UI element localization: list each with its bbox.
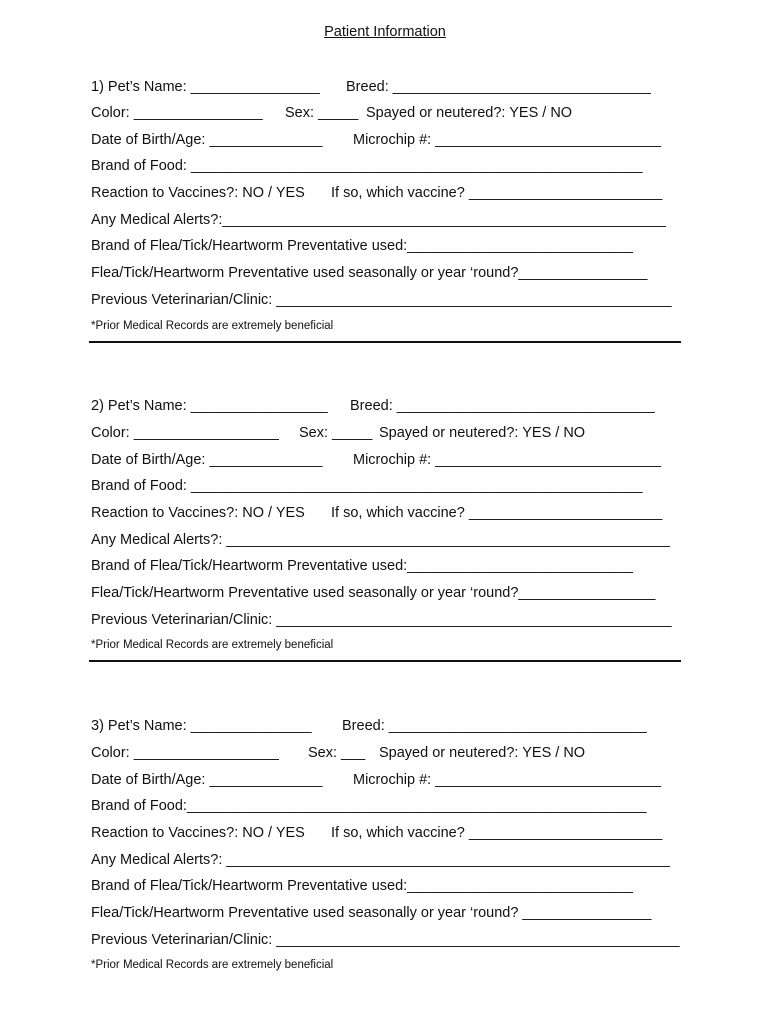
sex-field[interactable]: Sex: _____: [299, 425, 373, 441]
pet-name-field[interactable]: 3) Pet’s Name: _______________: [91, 718, 312, 734]
medical-alerts-field[interactable]: Any Medical Alerts?:_______________________________________________________: [91, 212, 666, 228]
prev-vet-field[interactable]: Previous Veterinarian/Clinic: _________________________________________________: [91, 292, 672, 308]
microchip-field[interactable]: Microchip #: ____________________________: [353, 132, 661, 148]
color-field[interactable]: Color: __________________: [91, 425, 279, 441]
sex-field[interactable]: Sex: ___: [308, 745, 366, 761]
breed-field[interactable]: Breed: ________________________________: [342, 718, 647, 734]
flea-season-field[interactable]: Flea/Tick/Heartworm Preventative used seasonally or year ‘round?_________________: [91, 585, 656, 601]
color-field[interactable]: Color: ________________: [91, 105, 263, 121]
flea-brand-field[interactable]: Brand of Flea/Tick/Heartworm Preventative used:____________________________: [91, 558, 633, 574]
spayed-field[interactable]: Spayed or neutered?: YES / NO: [379, 745, 586, 761]
pet-name-field[interactable]: 2) Pet’s Name: _________________: [91, 398, 328, 414]
flea-brand-field[interactable]: Brand of Flea/Tick/Heartworm Preventative used:____________________________: [91, 238, 633, 254]
which-vaccine-field[interactable]: If so, which vaccine? ________________________: [331, 505, 663, 521]
breed-field[interactable]: Breed: ________________________________: [350, 398, 655, 414]
dob-field[interactable]: Date of Birth/Age: ______________: [91, 132, 323, 148]
sex-field[interactable]: Sex: _____: [285, 105, 359, 121]
color-field[interactable]: Color: __________________: [91, 745, 279, 761]
records-note: *Prior Medical Records are extremely beneficial: [91, 959, 334, 971]
medical-alerts-field[interactable]: Any Medical Alerts?: _______________________________________________________: [91, 532, 670, 548]
food-field[interactable]: Brand of Food:_________________________________________________________: [91, 798, 647, 814]
records-note: *Prior Medical Records are extremely beneficial: [91, 320, 334, 332]
microchip-field[interactable]: Microchip #: ____________________________: [353, 772, 661, 788]
flea-brand-field[interactable]: Brand of Flea/Tick/Heartworm Preventative used:____________________________: [91, 878, 633, 894]
flea-season-field[interactable]: Flea/Tick/Heartworm Preventative used seasonally or year ‘round?________________: [91, 265, 648, 281]
section-divider: [89, 660, 681, 662]
pet-name-field[interactable]: 1) Pet’s Name: ________________: [91, 79, 320, 95]
food-field[interactable]: Brand of Food: ________________________________________________________: [91, 158, 643, 174]
prev-vet-field[interactable]: Previous Veterinarian/Clinic: __________________________________________________: [91, 932, 680, 948]
vaccine-reaction-field[interactable]: Reaction to Vaccines?: NO / YES: [91, 825, 305, 841]
dob-field[interactable]: Date of Birth/Age: ______________: [91, 452, 323, 468]
which-vaccine-field[interactable]: If so, which vaccine? ________________________: [331, 825, 663, 841]
records-note: *Prior Medical Records are extremely beneficial: [91, 639, 334, 651]
flea-season-field[interactable]: Flea/Tick/Heartworm Preventative used seasonally or year ‘round? ________________: [91, 905, 652, 921]
prev-vet-field[interactable]: Previous Veterinarian/Clinic: _________________________________________________: [91, 612, 672, 628]
microchip-field[interactable]: Microchip #: ____________________________: [353, 452, 661, 468]
dob-field[interactable]: Date of Birth/Age: ______________: [91, 772, 323, 788]
medical-alerts-field[interactable]: Any Medical Alerts?: _______________________________________________________: [91, 852, 670, 868]
section-divider: [89, 341, 681, 343]
spayed-field[interactable]: Spayed or neutered?: YES / NO: [379, 425, 586, 441]
which-vaccine-field[interactable]: If so, which vaccine? ________________________: [331, 185, 663, 201]
vaccine-reaction-field[interactable]: Reaction to Vaccines?: NO / YES: [91, 505, 305, 521]
page-title: Patient Information: [324, 24, 446, 40]
breed-field[interactable]: Breed: ________________________________: [346, 79, 651, 95]
vaccine-reaction-field[interactable]: Reaction to Vaccines?: NO / YES: [91, 185, 305, 201]
food-field[interactable]: Brand of Food: ________________________________________________________: [91, 478, 643, 494]
spayed-field[interactable]: Spayed or neutered?: YES / NO: [366, 105, 573, 121]
